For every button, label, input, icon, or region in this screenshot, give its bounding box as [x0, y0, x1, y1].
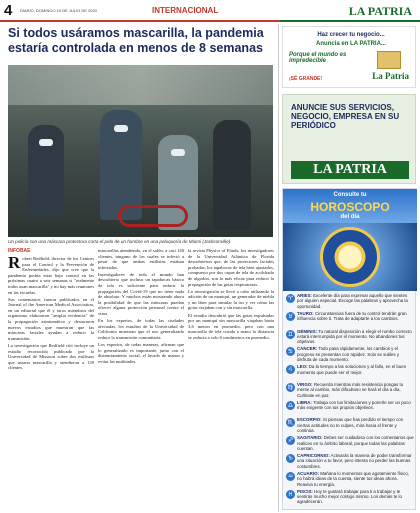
article-column-1 — [8, 248, 94, 510]
sign-text: Recuerda mientras más resistencia pongas tu mente al cambio, más dificultoso se hará el día a día. Cultívate en paz. — [297, 381, 404, 398]
sign-text: Activarás la manera de poder transformar una situación a tu favor, pero intenta no perder las buenas costumbres. — [297, 453, 412, 469]
article-column-2 — [98, 248, 184, 510]
ad-text: ANUNCIE SUS SERVICIOS, NEGOCIO, EMPRESA EN SU PERIÓDICO — [291, 103, 400, 130]
sign-name: ACUARIO: — [297, 470, 319, 476]
paragraph: El estudio descubrió que las gotas expulsadas por un maniquí sin mascarilla viajaban hasta 3,6 metros en promedio, pero con una mascarilla de tela cosida a mano la distancia se reducía a solo 6 centímetros en promedio. — [188, 312, 274, 340]
sign-sagittarius — [286, 435, 414, 451]
paragraph: Investigadores de todo el mundo han descubierto que incluso un tapabocas básico de tela es suficiente para reducir la propagación del Covid-19 que no tiene nada de absoluto. Y muchos están mostrando ahora la posibilidad de que las máscaras puedan ofrecer alguna protección personal contra el virus. — [98, 271, 184, 317]
zodiac-wheel-image — [283, 223, 417, 291]
article-column-3 — [188, 248, 274, 510]
sign-name: CÁNCER: — [297, 346, 318, 352]
ad-grow-business[interactable] — [282, 26, 416, 88]
sign-scorpio — [286, 417, 414, 433]
libra-icon: ♎ — [287, 401, 294, 409]
photo-caption: Un policía con una máscara protectora corta el pelo de un hombre en una peluquería de Miami (Jacksonville). — [8, 239, 232, 244]
paragraph: la revista Physics of Fluids, los investigadores de la Universidad Atlántica de Florida descubrieron que, de las protectores faciales probadas, los tapabocas de tela bien ajustados, compuesto por dos capas de tela de acolchado de algodón, son la más eficaz para reducir la propagación de las gotas respiratorias. — [188, 248, 274, 287]
section-name: INTERNACIONAL — [152, 6, 219, 15]
paragraph: La investigación se llevó a cabo utilizando la adición de un maniquí, un generador de niebla y un láser para simular la tos y ver cómo las gotas viajaban con y sin mascarilla. — [188, 288, 274, 311]
cancer-icon: ♋ — [287, 348, 294, 356]
sign-text: Todo pasa rápidamente, los cambios y el progreso se presentan con rapidez. Solo se sutiles y disfruta de cada momento. — [297, 346, 400, 363]
photo-mask — [39, 139, 53, 146]
ad-slogan: ¡SÉ GRANDE! — [289, 76, 323, 82]
zodiac-wheel-icon — [320, 227, 380, 287]
ad-line: Haz crecer tu negocio... — [317, 32, 385, 38]
sign-text: Da la tiempo a las soluciones y al fallo, en el buen momento que puede ser el mejor. — [297, 364, 407, 375]
sign-name: SAGITARIO: — [297, 435, 323, 441]
sign-libra — [286, 400, 414, 416]
sign-text: Circunstancias fuera de tu control tendrán gran influencia sobre ti. Trata de adaptarte a los cambios. — [297, 310, 407, 322]
sign-name: VIRGO: — [297, 381, 313, 387]
sign-name: CAPRICORNIO: — [297, 453, 330, 459]
aquarius-icon: ♒ — [287, 472, 294, 480]
taurus-icon: ♉ — [287, 312, 294, 320]
column-divider — [278, 24, 279, 512]
ad-line: Anuncia en LA PATRIA... — [316, 41, 386, 47]
ad-advertise-services[interactable] — [282, 94, 416, 184]
header-rule-green — [280, 20, 420, 22]
sign-text: Si piensas que has perdido el tiempo con ciertas actitudes no te culpes, mira hacia el frente y continúa. — [297, 417, 404, 434]
virgo-icon: ♍ — [287, 383, 294, 391]
sign-name: ESCORPIO: — [297, 417, 322, 423]
sign-name: LEO: — [297, 364, 308, 370]
sign-aquarius — [286, 471, 414, 487]
sign-taurus — [286, 311, 414, 327]
paragraph: Los expertos, de todas maneras, afirman que lo generalizado es importante, junto con el distanciamiento social, el lavado de manos y evitar las multitudes. — [98, 342, 184, 364]
sign-text: Trabaja con tus limitaciones y ponerle ser un poco más exigente con tus propios objetivos. — [297, 399, 411, 411]
horoscope-title: HOROSCOPO — [310, 200, 390, 214]
photo-light — [8, 65, 273, 105]
paragraph: La investigación que Redfield citó incluye un estudio reconocido publicado por la Universidad de Missouri sobre dos estilistas que usaron mascarilla y atendieron a 139 clientes. — [8, 342, 94, 371]
sign-text: Hoy te gustará trabajar para ti a trabajar y te sentirás mucho mejor contigo mismo. Los demás te lo agradecerán. — [297, 488, 402, 505]
photo-mask — [171, 149, 185, 156]
horoscope-kicker: del día — [340, 214, 360, 220]
horoscope-signs — [286, 293, 414, 506]
ad-line: Porque el mundo es impredecible — [289, 52, 347, 64]
sign-gemini — [286, 329, 414, 345]
article-photo — [8, 65, 273, 237]
leo-icon: ♌ — [287, 366, 294, 374]
sign-name: GÉMINIS: — [297, 328, 318, 334]
sign-leo — [286, 364, 414, 380]
photo-bicycle — [118, 205, 188, 227]
house-icon — [377, 51, 401, 69]
sign-text: Tu natural disposición a elegir el rumbo correcto estará interrumpida por el momento. No abandones tus objetivos. — [297, 328, 412, 345]
horoscope-box — [282, 188, 416, 510]
pisces-icon: ♓ — [287, 490, 294, 498]
sign-text: Excelente día para expresar aquello que sientes por alguien especial. Escoge las palabras y aprovecha la oportunidad. — [297, 293, 408, 309]
capricorn-icon: ♑ — [287, 455, 294, 463]
article-byline: INFOBAE — [8, 248, 31, 254]
horoscope-header — [283, 189, 417, 223]
sign-cancer — [286, 346, 414, 362]
sign-aries — [286, 293, 414, 309]
paragraph: mascarillas atendiendo, en el salón, a casi 140 clientes, ninguno de los cuales se infectó a pesar de que ambas estilistas estaban infectadas. — [98, 248, 184, 270]
horoscope-kicker: Consulte tu — [333, 192, 367, 198]
paragraph: obert Redfield, director de los Centros para el Control y la Prevención de Enfermedades, dijo que cree que la pandemia podría estar bajo control en las próximas cuatro a seis semanas si "realmente todos usan mascarilla" y no hay más reuniones en las escuelas. — [8, 256, 94, 295]
issue-date: DIARIO, DOMINGO 19 DE JULIO DE 2020 — [20, 8, 97, 13]
sign-pisces — [286, 489, 414, 505]
ad-brand-logo: LA PATRIA — [291, 161, 409, 179]
page-number: 4 — [4, 2, 13, 19]
scorpio-icon: ♏ — [287, 419, 294, 427]
drop-cap: R — [8, 253, 21, 272]
sign-name: TAURO: — [297, 310, 314, 316]
sign-text: Mañana lo momentos que agotamiento físico, no habrá ideas de la cuenta, siente tus ideas ahora. Reaviva tu energía. — [297, 470, 410, 487]
masthead-logo: LA PATRIA — [348, 4, 412, 18]
photo-mask — [114, 125, 128, 132]
article-headline: Si todos usáramos mascarilla, la pandemia estaría controlada en menos de 8 semanas — [8, 26, 264, 55]
sign-name: PISCIS: — [297, 488, 313, 494]
paragraph: En los expertos, de todas las ciudades afectadas, los estudios de la Universidad de California muestran que el uso generalizado reduce la transmisión comunitaria. — [98, 318, 184, 340]
header-rule-red — [0, 20, 280, 22]
photo-person — [213, 120, 251, 230]
ad-brand-logo: La Patria — [372, 71, 409, 81]
aries-icon: ♈ — [287, 295, 294, 302]
sign-capricorn — [286, 453, 414, 469]
page-header — [0, 0, 420, 22]
gemini-icon: ♊ — [287, 330, 294, 338]
sign-text: Debes ser cuidadoso con los comentarios que realices en tu ámbito laboral, porque todas las palabras cuentan. — [297, 435, 414, 452]
sign-virgo — [286, 382, 414, 398]
sign-name: ARIES: — [297, 293, 312, 298]
sign-name: LIBRA: — [297, 399, 312, 405]
sagittarius-icon: ♐ — [287, 437, 294, 445]
paragraph: Sus comentarios fueron publicados en el Journal of the American Medical Association, en un editorial que él y otros miembros del organismo elaboraron "amplia evidencia" de la propagación asintomática y destacaron nuevos estudios que muestran que las máscaras faciales ayudan a reducir la transmisión. — [8, 296, 94, 341]
